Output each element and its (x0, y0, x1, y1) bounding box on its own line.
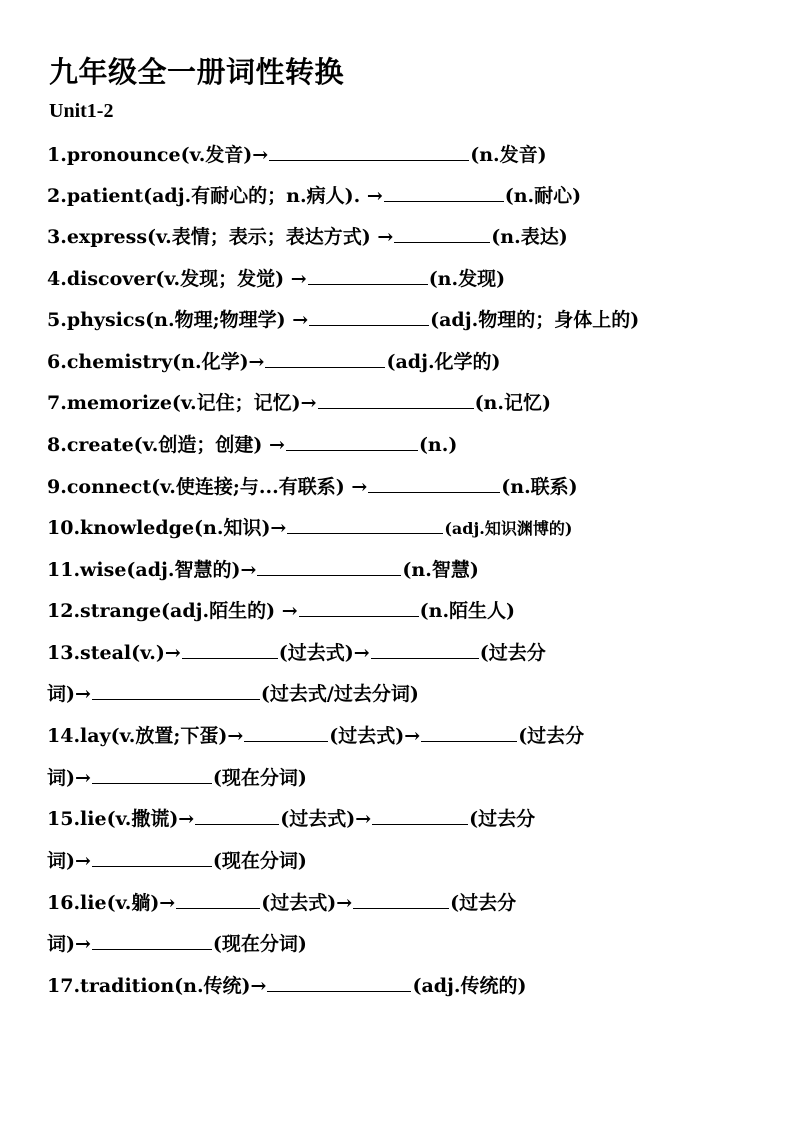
exercise-line-11 (47, 557, 479, 582)
exercise-line-13-cont (47, 681, 419, 706)
answer-blank[interactable] (92, 765, 212, 784)
prompt-text: 13.steal(v.)→ (47, 642, 181, 664)
hint-text: (过去式)→ (280, 808, 372, 830)
answer-blank[interactable] (299, 598, 419, 617)
exercise-line-16 (47, 890, 516, 915)
hint-text: (n.耐心) (504, 185, 582, 207)
answer-blank[interactable] (353, 890, 449, 909)
prompt-text: 7.memorize(v.记住；记忆)→ (47, 392, 317, 414)
answer-blank[interactable] (372, 806, 468, 825)
answer-blank[interactable] (92, 848, 212, 867)
hint-text: (过去分 (450, 892, 517, 914)
hint-text: (n.表达) (491, 226, 568, 248)
answer-blank[interactable] (195, 806, 279, 825)
answer-blank[interactable] (286, 432, 418, 451)
hint-text: (n.智慧) (402, 559, 479, 581)
prompt-text: 6.chemistry(n.化学)→ (47, 351, 265, 373)
answer-blank[interactable] (269, 142, 469, 161)
hint-text: (n.发现) (428, 268, 506, 290)
prompt-text: 词)→ (47, 850, 91, 872)
answer-blank[interactable] (176, 890, 260, 909)
hint-text: (n.) (418, 434, 458, 456)
answer-blank[interactable] (368, 474, 500, 493)
hint-text: (过去式)→ (329, 725, 421, 747)
hint-text: (过去式/过去分词) (260, 683, 419, 705)
answer-blank[interactable] (371, 640, 479, 659)
exercise-line-5 (47, 307, 639, 332)
prompt-text: 11.wise(adj.智慧的)→ (47, 559, 257, 581)
prompt-text: 5.physics(n.物理;物理学) → (47, 309, 309, 331)
prompt-text: 词)→ (47, 933, 91, 955)
unit-heading: Unit1-2 (49, 100, 114, 122)
prompt-text: 14.lay(v.放置;下蛋)→ (47, 725, 244, 747)
hint-text: (n.联系) (501, 476, 578, 498)
prompt-text: 17.tradition(n.传统)→ (47, 975, 267, 997)
prompt-text: 2.patient(adj.有耐心的；n.病人). → (47, 185, 383, 207)
exercise-line-8 (47, 432, 457, 457)
hint-text: (过去式)→ (261, 892, 353, 914)
answer-blank[interactable] (92, 931, 212, 950)
hint-text: (n.发音) (470, 144, 547, 166)
exercise-line-14-cont (47, 765, 307, 790)
prompt-text: 16.lie(v.躺)→ (47, 892, 176, 914)
prompt-text: 15.lie(v.撒谎)→ (47, 808, 195, 830)
prompt-text: 8.create(v.创造；创建) → (47, 434, 285, 456)
answer-blank[interactable] (394, 224, 490, 243)
answer-blank[interactable] (267, 973, 411, 992)
answer-blank[interactable] (318, 390, 474, 409)
prompt-text: 词)→ (47, 683, 91, 705)
hint-text: (adj.传统的) (412, 975, 527, 997)
hint-text: (adj.化学的) (386, 351, 501, 373)
exercise-line-13 (47, 640, 546, 665)
answer-blank[interactable] (257, 557, 401, 576)
exercise-line-15-cont (47, 848, 307, 873)
exercise-line-2 (47, 183, 581, 208)
prompt-text: 4.discover(v.发现；发觉) → (47, 268, 307, 290)
page-title: 九年级全一册词性转换 (49, 55, 345, 89)
prompt-text: 9.connect(v.使连接;与...有联系) → (47, 476, 368, 498)
exercise-line-7 (47, 390, 551, 415)
hint-text: (n.陌生人) (419, 600, 516, 622)
exercise-line-10 (47, 515, 572, 541)
hint-text: (现在分词) (212, 850, 307, 872)
prompt-text: 1.pronounce(v.发音)→ (47, 144, 269, 166)
exercise-line-3 (47, 224, 568, 249)
answer-blank[interactable] (287, 515, 443, 534)
exercise-line-14 (47, 723, 584, 748)
exercise-line-6 (47, 349, 501, 374)
hint-text: (现在分词) (212, 933, 307, 955)
answer-blank[interactable] (244, 723, 328, 742)
hint-text: (n.记忆) (474, 392, 551, 414)
exercise-line-15 (47, 806, 535, 831)
hint-text: (过去分 (479, 642, 546, 664)
answer-blank[interactable] (384, 183, 504, 202)
answer-blank[interactable] (182, 640, 278, 659)
answer-blank[interactable] (421, 723, 517, 742)
prompt-text: 词)→ (47, 767, 91, 789)
hint-text: (过去分 (518, 725, 585, 747)
prompt-text: 12.strange(adj.陌生的) → (47, 600, 298, 622)
exercise-line-16-cont (47, 931, 307, 956)
answer-blank[interactable] (92, 681, 260, 700)
hint-text: (过去分 (469, 808, 536, 830)
answer-blank[interactable] (265, 349, 385, 368)
exercise-line-4 (47, 266, 505, 291)
prompt-text: 10.knowledge(n.知识)→ (47, 517, 287, 539)
exercise-line-1 (47, 142, 547, 167)
exercise-line-12 (47, 598, 515, 623)
hint-text: (现在分词) (212, 767, 307, 789)
hint-text: (adj.物理的；身体上的) (430, 309, 640, 331)
hint-text: (adj.知识渊博的) (444, 519, 573, 538)
answer-blank[interactable] (309, 307, 429, 326)
prompt-text: 3.express(v.表情；表示；表达方式) → (47, 226, 394, 248)
hint-text: (过去式)→ (278, 642, 370, 664)
answer-blank[interactable] (308, 266, 428, 285)
exercise-line-17 (47, 973, 527, 998)
exercise-line-9 (47, 474, 578, 499)
